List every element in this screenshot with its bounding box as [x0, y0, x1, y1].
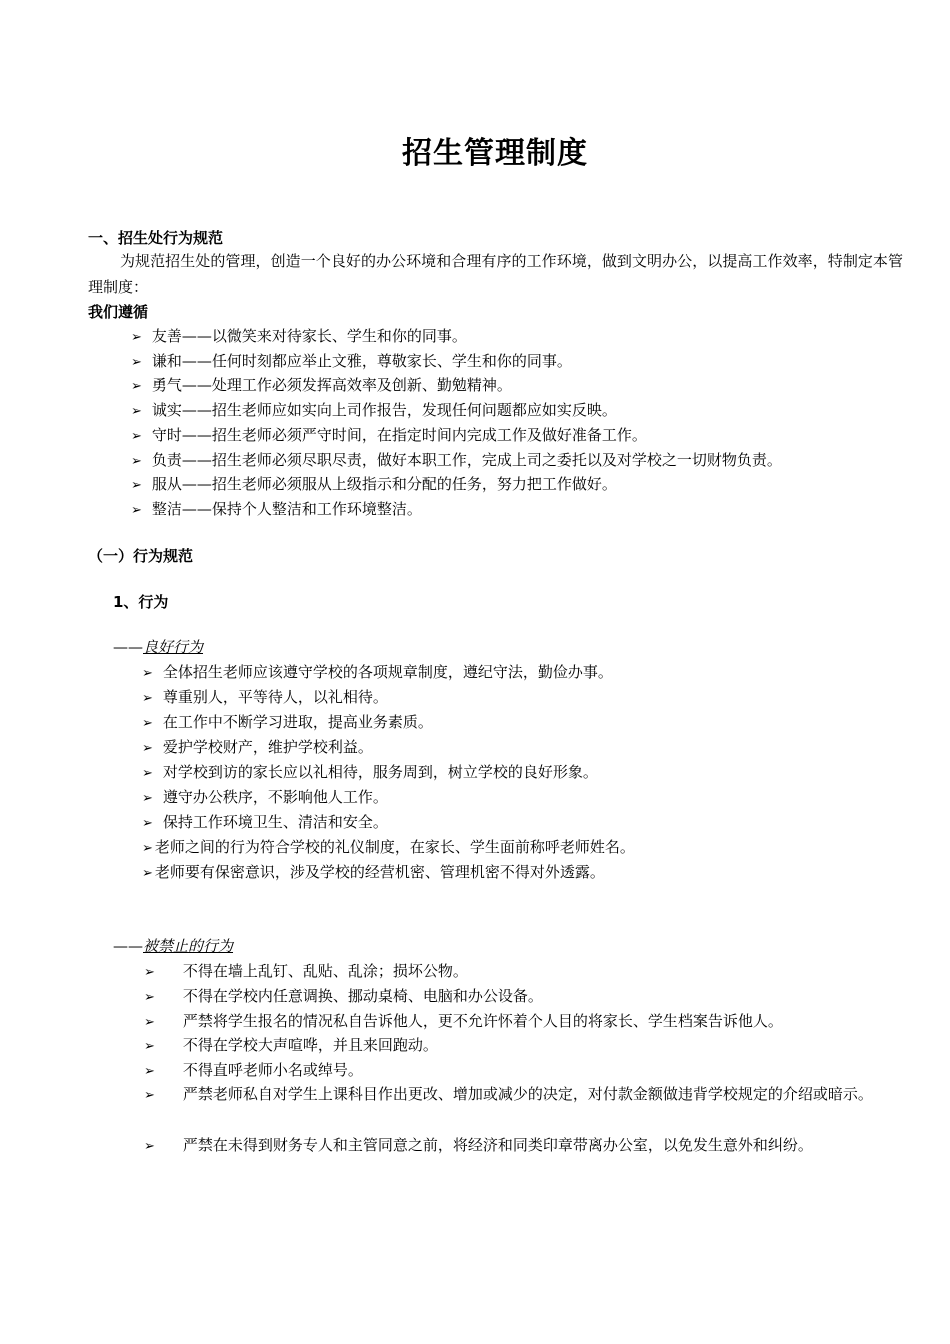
list-item-text: 不得在学校大声喧哗，并且来回跑动。 — [182, 1036, 438, 1055]
arrow-bullet-icon: ➢ — [142, 816, 153, 831]
arrow-bullet-icon: ➢ — [142, 716, 153, 731]
list-item-text: 严禁将学生报名的情况私自告诉他人，更不允许怀着个人目的将家长、学生档案告诉他人。 — [182, 1011, 783, 1030]
list-item-text: 不得直呼老师小名或绰号。 — [182, 1061, 363, 1080]
list-item — [131, 424, 647, 445]
list-item-text: 不得在墙上乱钉、乱贴、乱涂；损坏公物。 — [182, 962, 468, 980]
list-item — [142, 761, 598, 782]
arrow-bullet-icon: ➢ — [144, 989, 155, 1005]
arrow-bullet-icon: ➢ — [131, 502, 142, 518]
item-heading: 1、行为 — [113, 593, 169, 611]
list-item-text: 在工作中不断学习进取，提高业务素质。 — [162, 713, 433, 731]
arrow-bullet-icon: ➢ — [142, 841, 153, 856]
list-item-text: 负责——招生老师必须尽职尽责，做好本职工作，完成上司之委托以及对学校之一切财物负责。 — [151, 450, 782, 469]
good-behavior-heading — [113, 636, 203, 657]
arrow-bullet-icon: ➢ — [144, 965, 155, 980]
list-item — [144, 1034, 438, 1055]
forbidden-long-item — [118, 1082, 908, 1108]
section-heading: 一、招生处行为规范 — [88, 229, 224, 247]
dash-prefix: —— — [113, 937, 143, 955]
list-item — [131, 325, 467, 346]
list-item-text: 老师之间的行为符合学校的礼仪制度，在家长、学生面前称呼老师姓名。 — [154, 838, 635, 856]
dash-prefix: —— — [113, 638, 143, 656]
list-item-text: 保持工作环境卫生、清洁和安全。 — [162, 813, 388, 831]
subsection-heading: （一）行为规范 — [88, 547, 194, 565]
good-behavior-label: 良好行为 — [143, 638, 204, 656]
forbidden-behavior-heading — [113, 935, 233, 956]
forbidden-behavior-label: 被禁止的行为 — [143, 937, 234, 955]
follow-heading: 我们遵循 — [88, 303, 149, 321]
list-item — [131, 473, 617, 494]
list-item-text: 爱护学校财产，维护学校利益。 — [162, 738, 373, 756]
list-item-text: 守时——招生老师必须严守时间，在指定时间内完成工作及做好准备工作。 — [151, 425, 647, 444]
list-item-text: 勇气——处理工作必须发挥高效率及创新、勤勉精神。 — [151, 376, 512, 395]
arrow-bullet-icon: ➢ — [131, 354, 142, 370]
list-item — [142, 861, 605, 882]
arrow-bullet-icon: ➢ — [144, 1064, 155, 1080]
list-item-text: 服从——招生老师必须服从上级指示和分配的任务，努力把工作做好。 — [151, 475, 617, 494]
arrow-bullet-icon: ➢ — [144, 1139, 155, 1154]
list-item-text: 全体招生老师应该遵守学校的各项规章制度，遵纪守法，勤俭办事。 — [162, 663, 613, 681]
list-item — [142, 836, 635, 857]
arrow-bullet-icon: ➢ — [131, 379, 142, 395]
list-item — [131, 350, 572, 371]
list-item — [131, 399, 617, 420]
arrow-bullet-icon: ➢ — [131, 330, 142, 345]
list-item — [142, 711, 433, 732]
arrow-bullet-icon: ➢ — [142, 741, 153, 756]
list-item — [142, 736, 373, 757]
arrow-bullet-icon: ➢ — [131, 453, 142, 469]
arrow-bullet-icon: ➢ — [142, 866, 153, 881]
list-item-text: 不得在学校内任意调换、挪动桌椅、电脑和办公设备。 — [182, 986, 543, 1005]
list-item — [144, 960, 468, 981]
list-item-text: 严禁老师私自对学生上课科目作出更改、增加或减少的决定，对付款金额做违背学校规定的介绍或暗示。 — [182, 1085, 873, 1103]
list-item-text: 尊重别人，平等待人，以礼相待。 — [162, 688, 388, 706]
arrow-bullet-icon: ➢ — [142, 791, 153, 806]
arrow-bullet-icon: ➢ — [144, 1088, 155, 1103]
arrow-bullet-icon: ➢ — [131, 478, 142, 494]
list-item-text: 谦和——任何时刻都应举止文雅，尊敬家长、学生和你的同事。 — [151, 351, 572, 370]
page-title: 招生管理制度 — [402, 136, 588, 171]
list-item — [142, 686, 388, 707]
list-item-text: 老师要有保密意识，涉及学校的经营机密、管理机密不得对外透露。 — [154, 863, 605, 881]
arrow-bullet-icon: ➢ — [144, 1039, 155, 1055]
list-item-text: 对学校到访的家长应以礼相待，服务周到，树立学校的良好形象。 — [162, 763, 598, 781]
intro-paragraph: 为规范招生处的管理，创造一个良好的办公环境和合理有序的工作环境，做到文明办公，以提高工作效率，特制定本管理制度： — [88, 252, 903, 296]
list-item-text: 整洁——保持个人整洁和工作环境整洁。 — [151, 499, 422, 518]
arrow-bullet-icon: ➢ — [142, 666, 153, 681]
list-item — [142, 661, 613, 682]
arrow-bullet-icon: ➢ — [142, 691, 153, 706]
list-item — [131, 374, 512, 395]
list-item-text: 诚实——招生老师应如实向上司作报告，发现任何问题都应如实反映。 — [151, 401, 617, 420]
arrow-bullet-icon: ➢ — [142, 766, 153, 781]
arrow-bullet-icon: ➢ — [131, 428, 142, 444]
list-item — [131, 498, 422, 519]
list-item-text: 遵守办公秩序，不影响他人工作。 — [162, 788, 388, 806]
list-item — [142, 786, 388, 807]
list-item — [144, 1059, 363, 1080]
list-item — [144, 985, 543, 1006]
list-item — [142, 811, 388, 832]
list-item-text: 友善——以微笑来对待家长、学生和你的同事。 — [151, 327, 467, 345]
list-item-text: 严禁在未得到财务专人和主管同意之前，将经济和同类印章带离办公室，以免发生意外和纠纷。 — [182, 1136, 813, 1154]
list-item — [144, 1010, 783, 1031]
forbidden-long-item — [144, 1134, 813, 1155]
arrow-bullet-icon: ➢ — [144, 1014, 155, 1030]
arrow-bullet-icon: ➢ — [131, 404, 142, 420]
list-item — [131, 449, 782, 470]
